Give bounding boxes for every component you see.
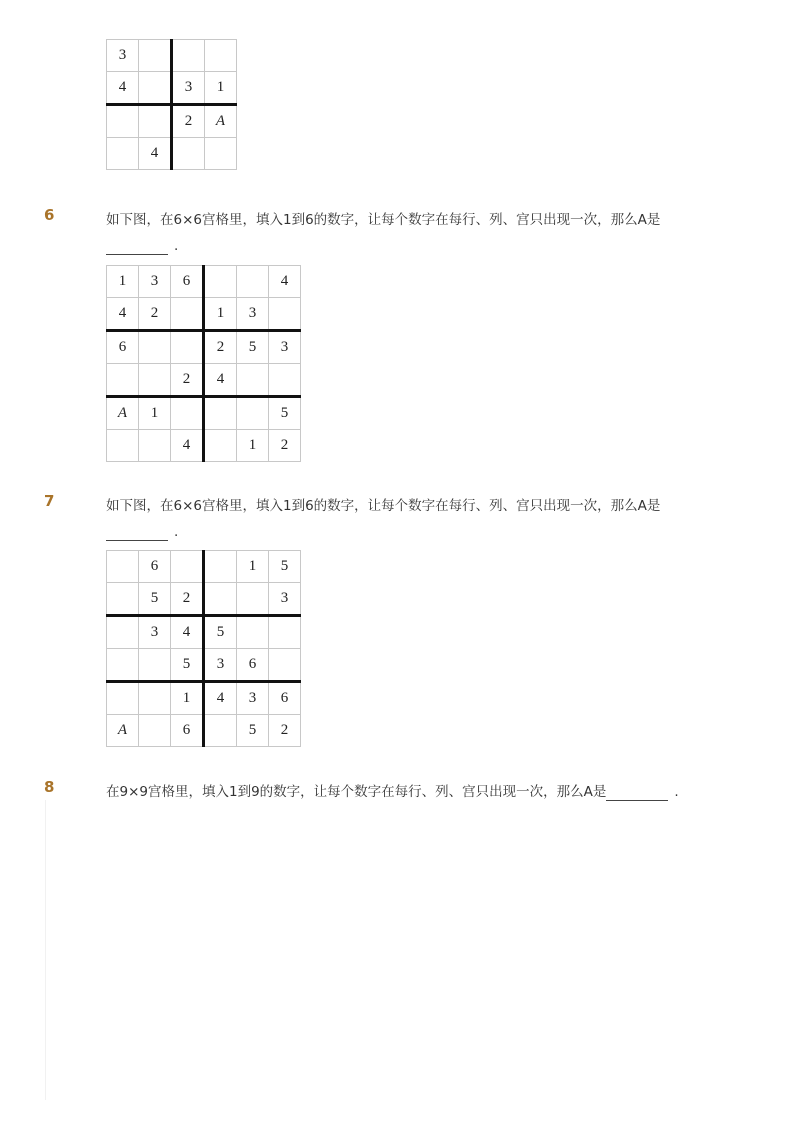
grid-cell: 6: [171, 266, 204, 298]
grid-cell: 6: [269, 682, 301, 715]
period: .: [174, 524, 179, 540]
grid-row: [107, 72, 237, 105]
grid-row: [107, 40, 237, 72]
grid-cell: [139, 430, 171, 462]
grid-row: [107, 331, 301, 364]
grid-cell: 3: [139, 266, 171, 298]
grid-cell: [237, 364, 269, 397]
answer-blank[interactable]: [106, 524, 168, 541]
grid-cell: 3: [107, 40, 139, 72]
answer-line: [106, 238, 178, 255]
grid-cell: [107, 616, 139, 649]
grid-cell: [205, 40, 237, 72]
grid-cell: 1: [139, 397, 171, 430]
grid-cell: [204, 551, 237, 583]
grid-cell: 4: [139, 138, 172, 170]
grid-cell: 4: [107, 298, 139, 331]
question-text: [106, 208, 660, 228]
grid-row: [107, 682, 301, 715]
grid-cell: [107, 430, 139, 462]
grid-cell: [139, 715, 171, 747]
period: .: [174, 238, 179, 254]
grid-cell: [269, 649, 301, 682]
grid-cell: [139, 331, 171, 364]
grid-cell: [171, 331, 204, 364]
question-prompt: 如下图，在6×6宫格里，填入1到6的数字，让每个数字在每行、列、宫只出现一次，那么A是: [106, 498, 661, 514]
grid-cell: 4: [204, 364, 237, 397]
grid-cell: 4: [171, 616, 204, 649]
grid-cell: 3: [204, 649, 237, 682]
grid-cell: 3: [237, 298, 269, 331]
grid-cell: 5: [139, 583, 171, 616]
grid-cell: 4: [204, 682, 237, 715]
grid-cell: [139, 72, 172, 105]
grid-cell: 2: [171, 364, 204, 397]
grid-cell: [171, 397, 204, 430]
grid-row: [107, 364, 301, 397]
question-number: 7: [44, 492, 55, 510]
grid-cell: 6: [139, 551, 171, 583]
sudoku-grid-6x6: [106, 265, 301, 462]
grid-cell: 6: [171, 715, 204, 747]
grid-cell: 5: [171, 649, 204, 682]
grid-row: [107, 616, 301, 649]
grid-row: [107, 138, 237, 170]
grid-cell: 4: [171, 430, 204, 462]
grid-cell: [107, 364, 139, 397]
question-number: 6: [44, 206, 55, 224]
grid-cell: 5: [269, 397, 301, 430]
grid-cell: 2: [172, 105, 205, 138]
grid-cell: 2: [139, 298, 171, 331]
grid-cell: 1: [237, 551, 269, 583]
grid-cell: A: [107, 715, 139, 747]
grid-cell: 1: [205, 72, 237, 105]
grid-cell: [139, 40, 172, 72]
grid-cell: [269, 364, 301, 397]
grid-cell: [171, 551, 204, 583]
grid-cell: A: [107, 397, 139, 430]
grid-row: [107, 430, 301, 462]
question-number: 8: [44, 778, 55, 796]
grid-cell: 1: [204, 298, 237, 331]
grid-cell: [107, 105, 139, 138]
grid-cell: 2: [204, 331, 237, 364]
grid-cell: [107, 682, 139, 715]
grid-cell: [139, 364, 171, 397]
grid-cell: 6: [107, 331, 139, 364]
grid-row: [107, 551, 301, 583]
grid-cell: 3: [172, 72, 205, 105]
grid-cell: 4: [269, 266, 301, 298]
sudoku-grid-4x4: [106, 39, 237, 170]
grid-cell: [237, 266, 269, 298]
grid-cell: 2: [171, 583, 204, 616]
grid-row: [107, 715, 301, 747]
answer-line: [106, 524, 178, 541]
grid-cell: [269, 616, 301, 649]
grid-cell: 1: [237, 430, 269, 462]
page-margin-rule: [45, 800, 46, 1100]
question-text: [106, 780, 679, 801]
grid-cell: [107, 649, 139, 682]
grid-cell: [107, 138, 139, 170]
grid-cell: 1: [171, 682, 204, 715]
question-text: [106, 494, 660, 514]
grid-cell: A: [205, 105, 237, 138]
question-prompt: 如下图，在6×6宫格里，填入1到6的数字，让每个数字在每行、列、宫只出现一次，那么A是: [106, 212, 661, 228]
grid-cell: [237, 397, 269, 430]
question-prompt: 在9×9宫格里，填入1到9的数字，让每个数字在每行、列、宫只出现一次，那么A是: [106, 784, 607, 800]
grid-row: [107, 105, 237, 138]
grid-cell: [171, 298, 204, 331]
grid-cell: [107, 551, 139, 583]
grid-row: [107, 298, 301, 331]
grid-row: [107, 583, 301, 616]
grid-cell: [204, 266, 237, 298]
grid-cell: 3: [237, 682, 269, 715]
grid-cell: [172, 138, 205, 170]
grid-cell: 5: [237, 715, 269, 747]
grid-cell: [139, 682, 171, 715]
grid-cell: [204, 430, 237, 462]
answer-blank[interactable]: [606, 784, 668, 801]
answer-blank[interactable]: [106, 238, 168, 255]
grid-cell: 2: [269, 430, 301, 462]
grid-cell: [172, 40, 205, 72]
grid-cell: 1: [107, 266, 139, 298]
grid-cell: [269, 298, 301, 331]
grid-cell: 3: [139, 616, 171, 649]
grid-cell: [139, 649, 171, 682]
grid-cell: [205, 138, 237, 170]
grid-cell: [139, 105, 172, 138]
grid-cell: 2: [269, 715, 301, 747]
grid-cell: [237, 616, 269, 649]
grid-cell: 3: [269, 583, 301, 616]
period: .: [674, 784, 679, 800]
grid-cell: 3: [269, 331, 301, 364]
grid-row: [107, 266, 301, 298]
grid-cell: 5: [269, 551, 301, 583]
grid-cell: 4: [107, 72, 139, 105]
grid-row: [107, 397, 301, 430]
grid-cell: [204, 397, 237, 430]
sudoku-grid-6x6: [106, 550, 301, 747]
grid-cell: [204, 583, 237, 616]
grid-cell: 5: [237, 331, 269, 364]
grid-cell: 6: [237, 649, 269, 682]
grid-cell: [237, 583, 269, 616]
grid-row: [107, 649, 301, 682]
grid-cell: [107, 583, 139, 616]
grid-cell: [204, 715, 237, 747]
grid-cell: 5: [204, 616, 237, 649]
